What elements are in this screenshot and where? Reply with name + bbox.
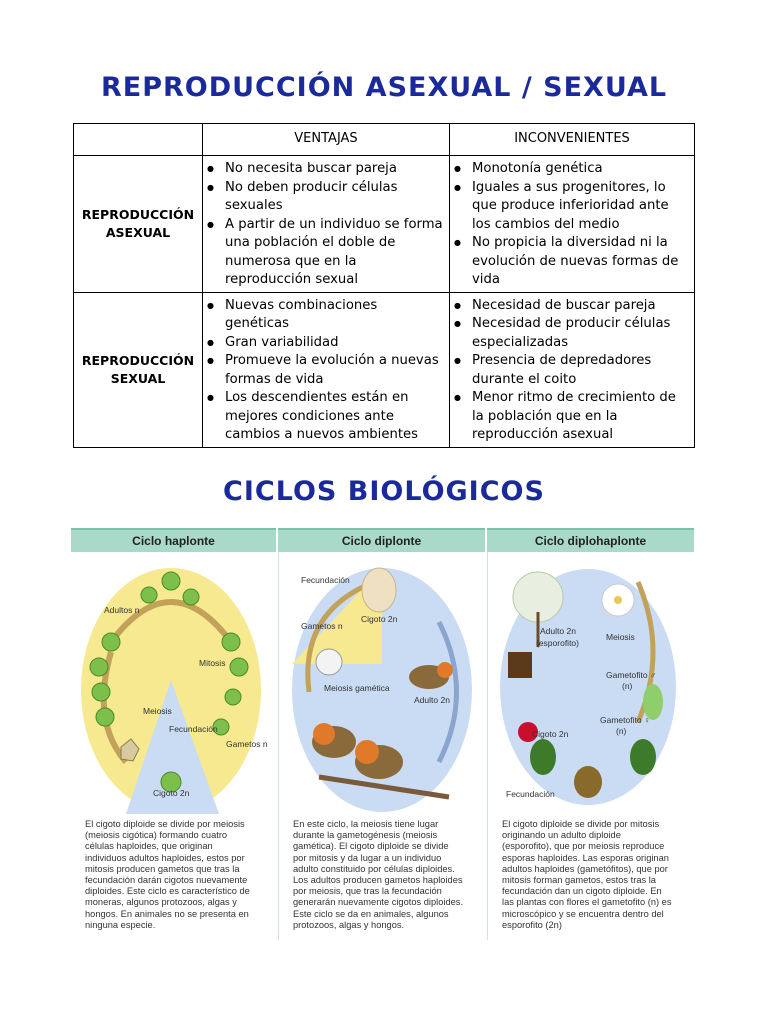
haplonte-cycle-illustration <box>71 552 276 820</box>
list-item: ● Monotonía genética <box>472 160 690 179</box>
list-item: ● Iguales a sus progenitores, lo que produce inferioridad ante los cambios del medio <box>472 179 690 235</box>
label-adulto: Adulto 2n <box>414 695 450 705</box>
label-meiosis: Meiosis <box>143 706 172 716</box>
label-cigoto: Cigoto 2n <box>153 788 190 798</box>
table-row <box>74 292 695 447</box>
list-item: ● No necesita buscar pareja <box>225 160 445 179</box>
list-item: ● No propicia la diversidad ni la evolución de nuevas formas de vida <box>472 234 690 290</box>
list-item: ● Promueve la evolución a nuevas formas de vida <box>225 352 445 389</box>
label-meiosis: Meiosis <box>606 632 635 642</box>
comparison-table <box>73 123 695 448</box>
ventajas-cell <box>203 292 450 447</box>
label-fecundacion: Fecundación <box>506 789 555 799</box>
table-row <box>74 156 695 293</box>
inconvenientes-cell <box>450 156 695 293</box>
list-item: ● Nuevas combinaciones genéticas <box>225 297 445 334</box>
description-diplonte: En este ciclo, la meiosis tiene lugar durante la gametogénesis (meiosis gamética). El cigoto diploide se divide por mitosis y da lugar a un individuo adulto constituido por células diploides. Los adultos producen gametos haploides por meiosis, que tras la fecundación generarán nuevamente cigotos diploides. Este ciclo se da en animales, algunos protozoos, algas y hongos. <box>293 819 464 930</box>
label-esporofito: (esporofito) <box>536 638 579 648</box>
diplohaplonte-cycle-illustration <box>488 552 695 820</box>
list-item: ● Gran variabilidad <box>225 334 445 353</box>
list-item: ● A partir de un individuo se forma una población el doble de numerosa que en la reproducción sexual <box>225 216 445 290</box>
column-haplonte <box>71 552 276 940</box>
label-mitosis: Mitosis <box>199 658 226 668</box>
description-haplonte: El cigoto diploide se divide por meiosis (meiosis cigótica) formando cuatro células haploides, que originan individuos adultos haploides, estos por mitosis producen gametos que tras la fecundación darán cigotos nuevamente diploides. Este ciclo es característico de moneras, algunos protozoos, algas y hongos. En animales no se presenta en ninguna especie. <box>85 819 250 930</box>
label-gametofito-femenino: Gametofito ♀ <box>600 715 651 725</box>
life-cycles-figure <box>71 528 694 940</box>
column-header-diplohaplonte: Ciclo diplohaplonte <box>487 528 694 552</box>
row-label-asexual: REPRODUCCIÓN ASEXUAL <box>74 156 203 293</box>
list-item: ● Menor ritmo de crecimiento de la población que en la reproducción asexual <box>472 389 690 445</box>
label-cigoto: Cigoto 2n <box>532 729 569 739</box>
label-adulto: Adulto 2n <box>540 626 576 636</box>
list-item: ● Los descendientes están en mejores condiciones ante cambios a nuevos ambientes <box>225 389 445 445</box>
ventajas-cell <box>203 156 450 293</box>
column-diplonte <box>278 552 486 940</box>
column-header-diplonte: Ciclo diplonte <box>278 528 485 552</box>
inconvenientes-cell <box>450 292 695 447</box>
column-header-haplonte: Ciclo haplonte <box>71 528 276 552</box>
label-cigoto: Cigoto 2n <box>361 614 398 624</box>
list-item: ● Presencia de depredadores durante el coito <box>472 352 690 389</box>
page-title: REPRODUCCIÓN ASEXUAL / SEXUAL <box>100 72 668 103</box>
column-diplohaplonte <box>487 552 695 940</box>
description-diplohaplonte: El cigoto diploide se divide por mitosis originando un adulto diploide (esporofito), que por meiosis reproduce esporas haploides. Las esporas originan adultos haploides (gametófitos), que por mitosis forman gametos, estos tras la fecundación dan un cigoto diploide. En las plantas con flores el gametofito (n) es microscópico y se encuentra dentro del esporofito (2n) <box>502 819 672 930</box>
header-inconvenientes: INCONVENIENTES <box>450 124 695 156</box>
list-item: ● Necesidad de producir células especializadas <box>472 315 690 352</box>
label-adultos: Adultos n <box>104 605 140 615</box>
label-meiosis-gametica: Meiosis gamética <box>324 683 390 693</box>
header-ventajas: VENTAJAS <box>203 124 450 156</box>
label-gametofito-femenino-n: (n) <box>616 726 627 736</box>
label-fecundacion: Fecundación <box>301 575 350 585</box>
row-label-sexual: REPRODUCCIÓN SEXUAL <box>74 292 203 447</box>
label-gametofito-masculino-n: (n) <box>622 681 633 691</box>
label-gametos: Gametos n <box>226 739 268 749</box>
label-gametofito-masculino: Gametofito ♂ <box>606 670 657 680</box>
table-header-row <box>74 124 695 156</box>
label-fecundacion: Fecundación <box>169 724 218 734</box>
list-item: ● No deben producir células sexuales <box>225 179 445 216</box>
list-item: ● Necesidad de buscar pareja <box>472 297 690 316</box>
header-empty <box>74 124 203 156</box>
label-gametos: Gametos n <box>301 621 343 631</box>
section-title: CICLOS BIOLÓGICOS <box>223 476 545 507</box>
